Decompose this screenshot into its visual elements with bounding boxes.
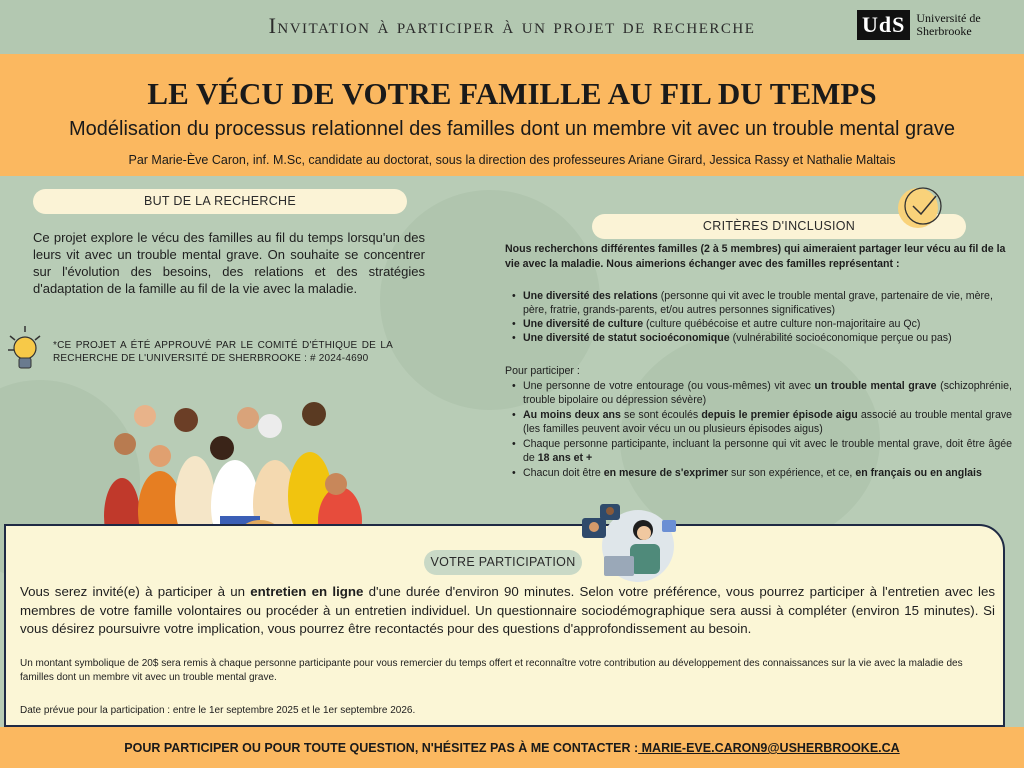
item-emphasis: Une diversité de statut socioéconomique <box>523 332 730 344</box>
item-text: (schizophrénie, trouble bipolaire ou dépression sévère) <box>523 380 1012 406</box>
section-heading-but: BUT DE LA RECHERCHE <box>33 189 407 214</box>
page-subtitle: Modélisation du processus relationnel des familles dont un membre vit avec un trouble mental grave <box>68 118 956 140</box>
item-emphasis: Une diversité de culture <box>523 318 644 330</box>
list-item <box>507 289 1012 317</box>
item-emphasis: Au moins deux ans <box>523 409 621 421</box>
university-logo <box>857 10 981 40</box>
criteria-intro: Nous recherchons différentes familles (2 à 5 membres) qui aimeraient partager leur vécu au fil de la vie avec la maladie. Nous aimerions échanger avec des familles représentant : <box>505 243 1006 270</box>
section-heading-participation: VOTRE PARTICIPATION <box>424 550 582 575</box>
participation-text <box>20 583 995 639</box>
ethics-approval: *CE PROJET A ÉTÉ APPROUVÉ PAR LE COMITÉ D'ÉTHIQUE DE LA RECHERCHE DE L'UNIVERSITÉ DE SHERBROOKE : # 2024-4690 <box>53 340 393 364</box>
item-emphasis: depuis le premier épisode aigu <box>701 409 858 421</box>
item-text: (personne qui vit avec le trouble mental grave, partenaire de vie, mère, père, fratrie, grands-parents, et/ou autres personnes significatives) <box>523 290 993 316</box>
contact-email-link[interactable]: MARIE-EVE.CARON9@USHERBROOKE.CA <box>638 741 900 755</box>
list-item <box>507 379 1012 407</box>
lightbulb-icon <box>6 324 46 376</box>
item-emphasis: Une diversité des relations <box>523 290 658 302</box>
text-segment: d'une durée d'environ 90 minutes. Selon votre préférence, vous pourrez participer à l'entretien avec les membres de votre famille volontaires ou procéder à un entretien individuel. Un questionnaire sociodémographique sera aussi à compléter (environ 15 minutes). Si vous désirez poursuivre votre implication, vous pourrez être recontactés pour des questions d'approfondissement au besoin. <box>20 584 996 636</box>
item-text: Chaque personne participante, incluant la personne qui vit avec le trouble mental grave, doit être âgée de <box>523 438 1012 464</box>
pour-participer-label: Pour participer : <box>505 365 580 377</box>
list-item <box>507 331 1012 345</box>
item-text: Chacun doit être <box>523 467 604 479</box>
item-emphasis: 18 ans et + <box>537 452 593 464</box>
conditions-list <box>507 379 1012 480</box>
item-emphasis: un trouble mental grave <box>814 380 937 392</box>
participation-date: Date prévue pour la participation : entre le 1er septembre 2025 et le 1er septembre 2026. <box>20 705 416 716</box>
list-item <box>507 466 1012 480</box>
logo-line: Université de <box>916 11 981 25</box>
section-heading-criteres: CRITÈRES D'INCLUSION <box>592 214 966 239</box>
item-text: (vulnérabilité socioéconomique perçue ou pas) <box>729 332 952 344</box>
list-item <box>507 408 1012 436</box>
item-emphasis: en mesure de s'exprimer <box>603 467 729 479</box>
item-text: se sont écoulés <box>620 409 702 421</box>
contact-line <box>0 741 1024 755</box>
item-text: (culture québécoise et autre culture non-majoritaire au Qc) <box>643 318 921 330</box>
diversity-list <box>507 289 1012 345</box>
item-text: Une personne de votre entourage (ou vous-mêmes) vit avec <box>523 380 815 392</box>
logo-line: Sherbrooke <box>916 24 972 38</box>
invitation-heading: Invitation à participer à un projet de recherche <box>268 13 756 38</box>
list-item <box>507 437 1012 465</box>
contact-label: POUR PARTICIPER OU POUR TOUTE QUESTION, N'HÉSITEZ PAS À ME CONTACTER : <box>124 741 639 755</box>
but-text: Ce projet explore le vécu des familles au fil du temps lorsqu'un des leurs vit avec un trouble mental grave. On souhaite se concentrer sur l'évolution des besoins, des relations et des stratégies d'adaptation de la famille au fil de la vie avec la maladie. <box>33 230 425 296</box>
authors-line: Par Marie-Ève Caron, inf. M.Sc, candidate au doctorat, sous la direction des professeures Ariane Girard, Jessica Rassy et Nathalie Maltais <box>128 153 896 167</box>
list-item <box>507 317 1012 331</box>
item-emphasis: en français ou en anglais <box>855 467 982 479</box>
text-emphasis: entretien en ligne <box>250 584 364 599</box>
compensation-note: Un montant symbolique de 20$ sera remis à chaque personne participante pour vous remercier du temps offert et reconnaître votre contribution au développement des connaissances sur la vie avec la maladie des familles dont un membre vit avec un trouble mental grave. <box>20 658 963 683</box>
logo-text <box>916 12 980 38</box>
logo-mark: UdS <box>857 10 910 40</box>
item-text: sur son expérience, et ce, <box>728 467 856 479</box>
text-segment: Vous serez invité(e) à participer à un <box>20 584 251 599</box>
page-title: LE VÉCU DE VOTRE FAMILLE AU FIL DU TEMPS <box>147 76 877 111</box>
item-text: associé au trouble mental grave (les familles peuvent avoir vécu un ou plusieurs épisodes aigus) <box>523 409 1013 435</box>
checkmark-circle-icon <box>896 184 946 230</box>
video-call-illustration <box>578 500 686 582</box>
